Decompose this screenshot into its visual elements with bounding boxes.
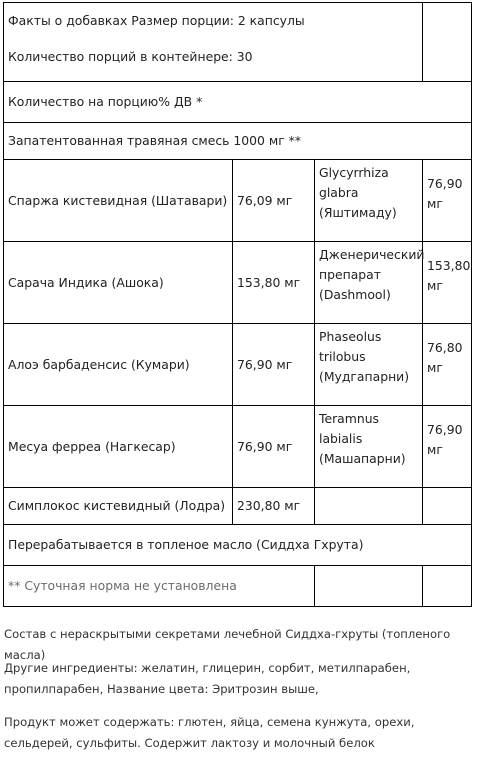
footnote-empty-cell (423, 566, 472, 607)
ingredient-name: Алоэ барбаденсис (Кумари) (4, 324, 233, 406)
ingredient-amount: 153,80 мг (233, 242, 315, 324)
header-empty-cell (423, 3, 472, 82)
ingredient-amount: 76,90 мг (233, 324, 315, 406)
ingredient-row (4, 324, 472, 406)
ingredient-row (4, 406, 472, 488)
ingredient-amount: 76,09 мг (233, 160, 315, 242)
ingredient-name (315, 488, 423, 525)
composition-note: Состав с нераскрытыми секретами лечебной Сиддха-гхруты (топленого масла) (4, 627, 451, 662)
footnote-text: ** Суточная норма не установлена (4, 566, 315, 607)
may-contain-note: Продукт может содержать: глютен, яйца, семена кунжута, орехи, сельдерей, сульфиты. Содержит лактозу и молочный белок (4, 715, 415, 750)
ingredient-row (4, 242, 472, 324)
footnote-empty-cell (315, 566, 423, 607)
ingredient-name: Спаржа кистевидная (Шатавари) (4, 160, 233, 242)
processing-row (4, 525, 472, 566)
supplement-facts-table (3, 2, 472, 607)
ingredient-name: Сарача Индика (Ашока) (4, 242, 233, 324)
processing-text: Перерабатывается в топленое масло (Сиддха Гхрута) (4, 525, 472, 566)
serving-size-text: Факты о добавках Размер порции: 2 капсулы (8, 13, 305, 28)
ingredient-amount: 76,90 мг (233, 406, 315, 488)
ingredient-name: Teramnus labialis (Машапарни) (315, 406, 423, 488)
servings-per-container-text: Количество порций в контейнере: 30 (8, 49, 253, 64)
ingredient-row (4, 160, 472, 242)
amount-per-serving-text: Количество на порцию% ДВ * (4, 82, 472, 123)
ingredient-name: Phaseolus trilobus (Мудгапарни) (315, 324, 423, 406)
blend-title-text: Запатентованная травяная смесь 1000 мг ** (4, 123, 472, 160)
ingredient-amount: 76,90 мг (423, 406, 472, 488)
header-row (4, 3, 472, 82)
ingredient-name: Симплокос кистевидный (Лодра) (4, 488, 233, 525)
amount-row (4, 82, 472, 123)
ingredient-amount: 153,80 мг (423, 242, 472, 324)
ingredient-amount: 76,80 мг (423, 324, 472, 406)
ingredient-amount: 230,80 мг (233, 488, 315, 525)
ingredient-name: Месуа ферреа (Нагкесар) (4, 406, 233, 488)
ingredient-name: Glycyrrhiza glabra (Яштимаду) (315, 160, 423, 242)
ingredient-row (4, 488, 472, 525)
ingredient-amount: 76,90 мг (423, 160, 472, 242)
blend-title-row (4, 123, 472, 160)
serving-info-cell (4, 3, 423, 82)
ingredient-name: Дженерический препарат (Dashmool) (315, 242, 423, 324)
footnote-row (4, 566, 472, 607)
other-ingredients-note: Другие ингредиенты: желатин, глицерин, сорбит, метилпарабен, пропилпарабен, Название цвета: Эритрозин выше, (4, 661, 411, 696)
ingredient-amount (423, 488, 472, 525)
